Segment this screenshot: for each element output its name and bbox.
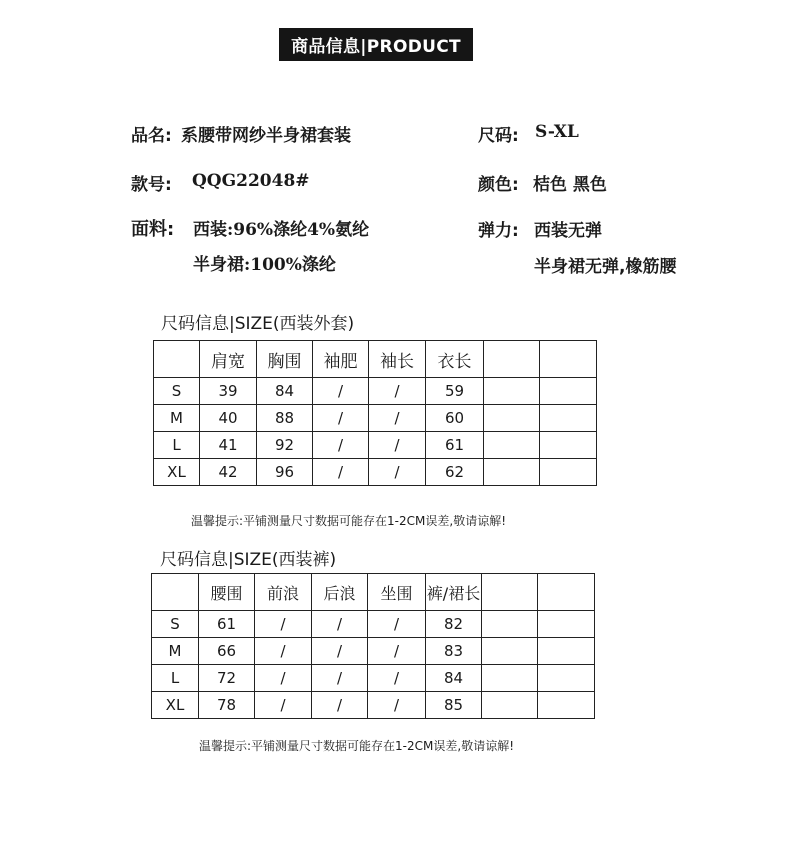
table-row: [152, 611, 595, 638]
measure-cell: [482, 638, 538, 665]
measure-cell: /: [369, 432, 426, 459]
measure-cell: [484, 432, 540, 459]
measure-cell: /: [313, 378, 369, 405]
table-row: [154, 432, 597, 459]
measure-cell: /: [368, 638, 426, 665]
size-cell: XL: [154, 459, 200, 486]
measure-cell: 84: [426, 665, 482, 692]
measure-cell: /: [312, 611, 368, 638]
size-cell: S: [152, 611, 199, 638]
column-header: 袖长: [369, 341, 426, 378]
measure-cell: [484, 378, 540, 405]
measure-cell: 59: [426, 378, 484, 405]
product-name-label: 品名:: [131, 126, 172, 146]
table-header-row: [154, 341, 597, 378]
column-header: 腰围: [199, 574, 255, 611]
measure-cell: 42: [200, 459, 257, 486]
measure-cell: /: [369, 378, 426, 405]
measure-cell: [538, 665, 595, 692]
color-value: 桔色 黑色: [533, 175, 607, 195]
measure-cell: 61: [426, 432, 484, 459]
jacket-size-title: 尺码信息|SIZE(西装外套): [161, 314, 355, 334]
measure-cell: 83: [426, 638, 482, 665]
column-header: [152, 574, 199, 611]
column-header: [540, 341, 597, 378]
measure-cell: [482, 611, 538, 638]
style-code-label: 款号:: [131, 175, 172, 195]
column-header: 胸围: [257, 341, 313, 378]
column-header: 坐围: [368, 574, 426, 611]
measure-cell: /: [368, 692, 426, 719]
measure-cell: [538, 638, 595, 665]
pants-measure-tip: 温馨提示:平铺测量尺寸数据可能存在1-2CM误差,敬请谅解!: [199, 739, 515, 753]
size-cell: S: [154, 378, 200, 405]
measure-cell: [540, 405, 597, 432]
measure-cell: [540, 459, 597, 486]
table-row: [152, 692, 595, 719]
measure-cell: [540, 432, 597, 459]
measure-cell: 84: [257, 378, 313, 405]
table-header-row: [152, 574, 595, 611]
measure-cell: [484, 459, 540, 486]
fabric-label: 面料:: [131, 219, 175, 240]
measure-cell: 40: [200, 405, 257, 432]
size-cell: L: [152, 665, 199, 692]
jacket-size-table: [153, 340, 597, 486]
measure-cell: 78: [199, 692, 255, 719]
column-header: 肩宽: [200, 341, 257, 378]
table-row: [152, 638, 595, 665]
measure-cell: 66: [199, 638, 255, 665]
column-header: [538, 574, 595, 611]
measure-cell: /: [368, 611, 426, 638]
column-header: 前浪: [255, 574, 312, 611]
style-code-value: QQG22048#: [192, 171, 310, 191]
stretch-suit-value: 西装无弹: [534, 221, 602, 241]
measure-cell: [484, 405, 540, 432]
size-range-label: 尺码:: [478, 126, 519, 146]
table-row: [154, 459, 597, 486]
size-cell: M: [152, 638, 199, 665]
table-row: [154, 405, 597, 432]
measure-cell: 85: [426, 692, 482, 719]
jacket-measure-tip: 温馨提示:平铺测量尺寸数据可能存在1-2CM误差,敬请谅解!: [191, 514, 507, 528]
table-row: [152, 665, 595, 692]
measure-cell: /: [312, 665, 368, 692]
product-info-header: 商品信息|PRODUCT: [279, 28, 473, 61]
size-cell: M: [154, 405, 200, 432]
column-header: 裤/裙长: [426, 574, 482, 611]
size-range-value: S-XL: [535, 122, 579, 142]
measure-cell: /: [312, 692, 368, 719]
measure-cell: /: [313, 405, 369, 432]
column-header: [482, 574, 538, 611]
measure-cell: 72: [199, 665, 255, 692]
column-header: 后浪: [312, 574, 368, 611]
pants-size-table: [151, 573, 595, 719]
measure-cell: [538, 611, 595, 638]
column-header: 衣长: [426, 341, 484, 378]
measure-cell: 88: [257, 405, 313, 432]
measure-cell: 39: [200, 378, 257, 405]
measure-cell: /: [313, 459, 369, 486]
measure-cell: [540, 378, 597, 405]
column-header: [484, 341, 540, 378]
measure-cell: 60: [426, 405, 484, 432]
table-row: [154, 378, 597, 405]
fabric-suit-value: 西装:96%涤纶4%氨纶: [193, 220, 370, 240]
measure-cell: [538, 692, 595, 719]
measure-cell: /: [313, 432, 369, 459]
column-header: 袖肥: [313, 341, 369, 378]
measure-cell: 92: [257, 432, 313, 459]
measure-cell: /: [369, 405, 426, 432]
size-cell: XL: [152, 692, 199, 719]
measure-cell: 41: [200, 432, 257, 459]
fabric-skirt-value: 半身裙:100%涤纶: [193, 255, 336, 275]
stretch-skirt-value: 半身裙无弹,橡筋腰: [534, 257, 677, 277]
measure-cell: /: [369, 459, 426, 486]
color-label: 颜色:: [478, 175, 519, 195]
measure-cell: 96: [257, 459, 313, 486]
measure-cell: /: [255, 611, 312, 638]
product-name-value: 系腰带网纱半身裙套装: [181, 126, 351, 146]
measure-cell: [482, 665, 538, 692]
measure-cell: /: [368, 665, 426, 692]
column-header: [154, 341, 200, 378]
measure-cell: /: [255, 638, 312, 665]
measure-cell: /: [312, 638, 368, 665]
measure-cell: 62: [426, 459, 484, 486]
measure-cell: /: [255, 692, 312, 719]
measure-cell: 61: [199, 611, 255, 638]
measure-cell: 82: [426, 611, 482, 638]
measure-cell: [482, 692, 538, 719]
pants-size-title: 尺码信息|SIZE(西装裤): [160, 550, 337, 570]
stretch-label: 弹力:: [478, 221, 519, 241]
measure-cell: /: [255, 665, 312, 692]
size-cell: L: [154, 432, 200, 459]
